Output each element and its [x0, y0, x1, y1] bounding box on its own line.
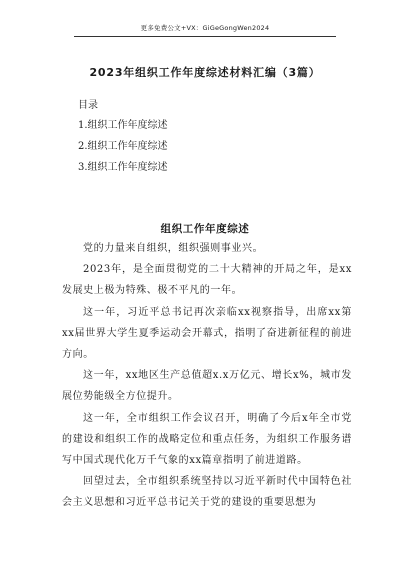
toc-item[interactable]: 2.组织工作年度综述	[78, 141, 168, 152]
toc-item[interactable]: 3.组织工作年度综述	[78, 162, 168, 173]
header-note: 更多免费公文+VX：GiGeGongWen2024	[140, 24, 270, 32]
section-body	[62, 238, 352, 514]
body-paragraph: 2023年，是全面贯彻党的二十大精神的开局之年，是xx发展史上极为特殊、极不平凡的一年。	[62, 264, 352, 297]
body-paragraph: 这一年，习近平总书记再次亲临xx视察指导，出席xx第xx届世界大学生夏季运动会开幕式，指明了奋进新征程的前进方向。	[62, 306, 352, 361]
header-divider	[74, 36, 336, 37]
toc-heading: 目录	[78, 100, 98, 111]
body-paragraph: 回望过去，全市组织系统坚持以习近平新时代中国特色社会主义思想和习近平总书记关于党的建设的重要思想为	[62, 476, 352, 509]
section-title: 组织工作年度综述	[160, 223, 250, 235]
body-paragraph: 这一年，xx地区生产总值超x.x万亿元、增长x%，城市发展位势能级全方位提升。	[62, 370, 352, 403]
toc-item[interactable]: 1.组织工作年度综述	[78, 120, 168, 131]
body-paragraph: 党的力量来自组织，组织强则事业兴。	[83, 243, 264, 254]
table-of-contents	[78, 115, 168, 178]
body-paragraph: 这一年，全市组织工作会议召开，明确了今后x年全市党的建设和组织工作的战略定位和重点任务，为组织工作服务谱写中国式现代化万千气象的xx篇章指明了前进道路。	[62, 412, 352, 467]
document-title: 2023年组织工作年度综述材料汇编（3篇）	[89, 66, 321, 79]
